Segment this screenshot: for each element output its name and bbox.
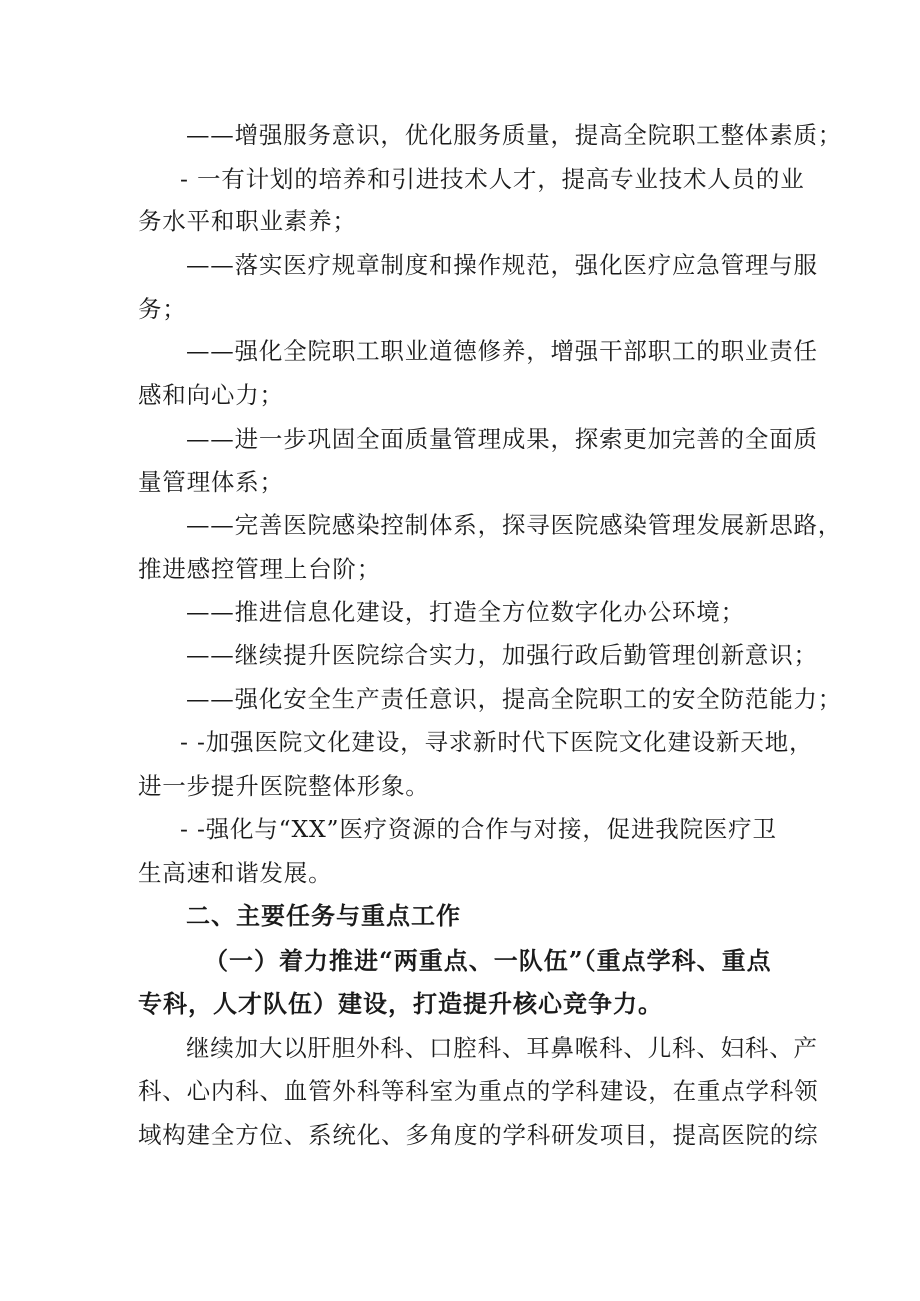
text-line: 务； (138, 295, 187, 323)
section-heading: 二、主要任务与重点工作 (186, 902, 461, 930)
subsection-heading: （一）着力推进“两重点、一队伍”（重点学科、重点 (204, 946, 772, 975)
text-line: ——推进信息化建设，打造全方位数字化办公环境； (186, 598, 745, 626)
text-line: 域构建全方位、系统化、多角度的学科研发项目，提高医院的综 (138, 1121, 819, 1149)
text-line: ——强化安全生产责任意识，提高全院职工的安全防范能力； (186, 685, 843, 713)
text-line: ——完善医院感染控制体系，探寻医院感染管理发展新思路， (186, 511, 843, 539)
text-line: ——增强服务意识，优化服务质量，提高全院职工整体素质； (186, 121, 843, 149)
text-line: 进一步提升医院整体形象。 (138, 772, 430, 800)
text-line: 感和向心力； (138, 381, 284, 409)
text-line: ——落实医疗规章制度和操作规范，强化医疗应急管理与服 (186, 251, 818, 279)
text-line: - -加强医院文化建设，寻求新时代下医院文化建设新天地， (180, 728, 814, 756)
text-line: 生高速和谐发展。 (138, 859, 333, 887)
text-line: 科、心内科、血管外科等科室为重点的学科建设，在重点学科领 (138, 1077, 819, 1105)
text-line: ——继续提升医院综合实力，加强行政后勤管理创新意识； (186, 641, 818, 669)
text-line: 继续加大以肝胆外科、口腔科、耳鼻喉科、儿科、妇科、产 (186, 1034, 818, 1062)
text-line: ——进一步巩固全面质量管理成果，探索更加完善的全面质 (186, 425, 818, 453)
text-line: ——强化全院职工职业道德修养，增强干部职工的职业责任 (186, 337, 818, 365)
text-line: 务水平和职业素养； (138, 207, 357, 235)
text-line: 推进感控管理上台阶； (138, 555, 381, 583)
text-line: - -强化与“XX”医疗资源的合作与对接，促进我院医疗卫 (180, 815, 777, 843)
subsection-heading-continued: 专科，人才队伍）建设，打造提升核心竞争力。 (138, 989, 663, 1018)
text-line: - 一有计划的培养和引进技术人才，提高专业技术人员的业 (180, 165, 805, 193)
text-line: 量管理体系； (138, 468, 284, 496)
